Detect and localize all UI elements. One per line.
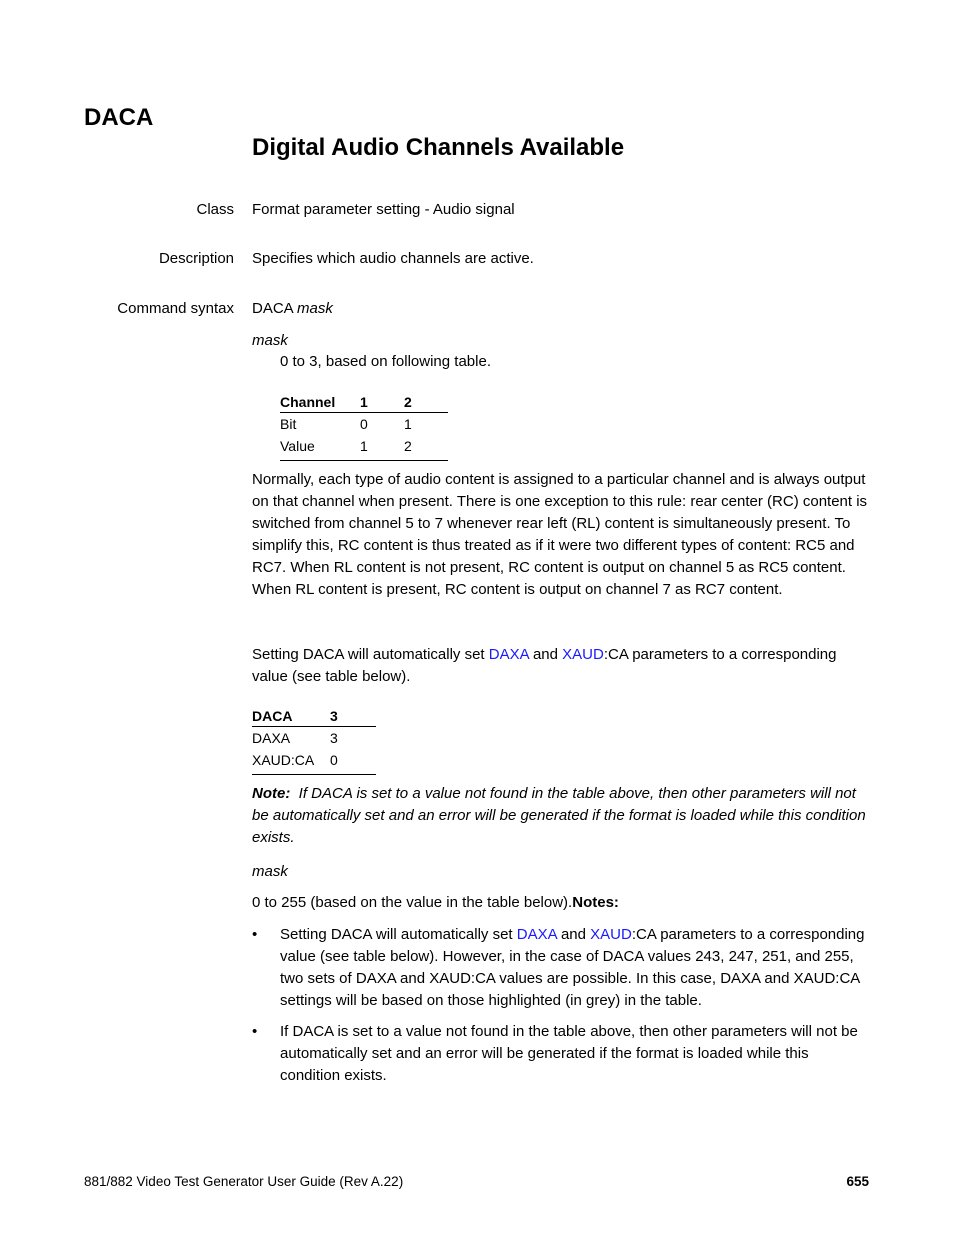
note-text: If DACA is set to a value not found in the table above, then other parameters will not be automatically set and an error will be generated if the format is loaded while this condition exists. — [252, 785, 866, 846]
param-description: 0 to 3, based on following table. — [280, 353, 491, 370]
list-item — [252, 924, 870, 1012]
bullet-icon: • — [252, 926, 258, 943]
note-label: Note: — [252, 785, 291, 802]
paragraph-text: Setting DACA will automatically set — [252, 646, 489, 663]
notes-label: Notes: — [572, 894, 619, 911]
daxa-link[interactable]: DAXA — [488, 646, 529, 663]
class-label: Class — [196, 201, 234, 218]
syntax-value — [252, 300, 333, 317]
daca-table-header: DACA — [252, 702, 330, 727]
channel-table-header: Channel — [280, 388, 360, 413]
list-item-text-part: :CA parameters to a corresponding value (see table below). However, in the case of DACA values 243, 247, 251, and 255, two sets of DAXA and XAUD:CA values are possible. In this case, DAXA and XAUD:CA settings will be based on those highlighted (in grey) in the table. — [280, 926, 865, 1009]
list-item-text — [280, 924, 870, 1012]
footer-guide-title: 881/882 Video Test Generator User Guide (Rev A.22) — [84, 1174, 404, 1189]
list-item — [252, 1021, 870, 1087]
daca-table-cell: XAUD:CA — [252, 749, 330, 775]
page-number: 655 — [846, 1174, 869, 1189]
list-item-text: If DACA is set to a value not found in the table above, then other parameters will not be automatically set and an error will be generated if the format is loaded while this condition exists. — [280, 1023, 858, 1084]
description-value: Specifies which audio channels are active. — [252, 250, 534, 267]
bullet-icon: • — [252, 1023, 258, 1040]
channel-table-header: 1 — [360, 388, 404, 413]
xaud-link[interactable]: XAUD — [590, 926, 632, 943]
channel-table-cell: 1 — [404, 416, 412, 432]
paragraph-text: :CA parameters to a corresponding value (see table below). — [252, 646, 837, 685]
channel-table-cell: Value — [280, 435, 360, 461]
channel-table-cell: 2 — [404, 435, 448, 461]
daca-table-cell: 3 — [330, 730, 338, 746]
page-title: Digital Audio Channels Available — [252, 134, 625, 161]
param-name: mask — [252, 332, 288, 349]
daxa-link[interactable]: DAXA — [516, 926, 557, 943]
mask-range: 0 to 255 (based on the value in the table below). — [252, 894, 573, 911]
daca-table-header: 3 — [330, 702, 376, 727]
channel-table-cell: 0 — [360, 416, 368, 432]
channel-table-cell: 1 — [360, 435, 404, 461]
daca-table-cell: DAXA — [252, 730, 291, 746]
channel-table-header: 2 — [404, 388, 448, 413]
daca-setting-paragraph — [252, 644, 872, 688]
mask-description — [252, 894, 619, 911]
notes-list — [252, 924, 870, 1096]
paragraph-text: and — [528, 646, 563, 663]
mask-name: mask — [252, 863, 288, 880]
channel-table — [280, 388, 448, 461]
daca-table — [252, 702, 376, 775]
xaud-link[interactable]: XAUD — [562, 646, 604, 663]
class-value: Format parameter setting - Audio signal — [252, 201, 515, 218]
daca-table-cell: 0 — [330, 749, 376, 775]
syntax-param: mask — [297, 300, 333, 317]
list-item-text-part: Setting DACA will automatically set — [280, 926, 517, 943]
syntax-command: DACA — [252, 300, 293, 317]
command-name: DACA — [84, 104, 154, 131]
note-block — [252, 783, 872, 849]
list-item-text-part: and — [556, 926, 591, 943]
content-paragraph: Normally, each type of audio content is assigned to a particular channel and is always output on that channel when present. There is one exception to this rule: rear center (RC) content is switched from channel 5 to 7 whenever rear left (RL) content is simultaneously present. To simplify this, RC content is thus treated as if it were two different types of content: RC5 and RC7. When RL content is not present, RC content is output on channel 5 as RC5 content. When RL content is present, RC content is output on channel 7 as RC7 content. — [252, 471, 868, 598]
channel-table-cell: Bit — [280, 416, 297, 432]
syntax-label: Command syntax — [117, 300, 234, 317]
description-label: Description — [158, 250, 234, 267]
